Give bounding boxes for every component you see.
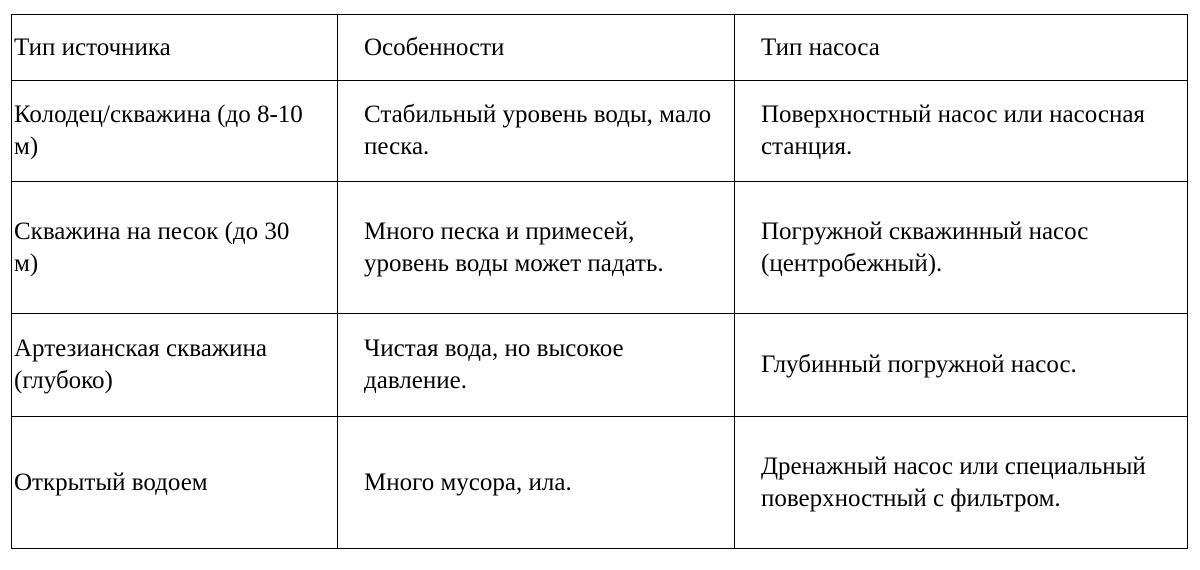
cell-pump-type: Глубинный погружной насос.: [735, 314, 1188, 417]
header-features: Особенности: [338, 15, 735, 81]
cell-source-type: Открытый водоем: [12, 417, 338, 549]
cell-source-type: Артезианская скважина (глубоко): [12, 314, 338, 417]
header-pump-type: Тип насоса: [735, 15, 1188, 81]
table-header-row: [12, 15, 1188, 81]
cell-features: Много песка и примесей, уровень воды может падать.: [338, 182, 735, 314]
table-row: [12, 314, 1188, 417]
cell-source-type: Колодец/скважина (до 8-10 м): [12, 81, 338, 182]
cell-features: Много мусора, ила.: [338, 417, 735, 549]
cell-pump-type: Дренажный насос или специальный поверхностный с фильтром.: [735, 417, 1188, 549]
cell-features: Чистая вода, но высокое давление.: [338, 314, 735, 417]
pump-selection-table: [11, 14, 1188, 549]
table-row: [12, 81, 1188, 182]
header-source-type: Тип источника: [12, 15, 338, 81]
cell-features: Стабильный уровень воды, мало песка.: [338, 81, 735, 182]
cell-pump-type: Поверхностный насос или насосная станция.: [735, 81, 1188, 182]
cell-pump-type: Погружной скважинный насос (центробежный).: [735, 182, 1188, 314]
cell-source-type: Скважина на песок (до 30 м): [12, 182, 338, 314]
table-row: [12, 182, 1188, 314]
table-row: [12, 417, 1188, 549]
